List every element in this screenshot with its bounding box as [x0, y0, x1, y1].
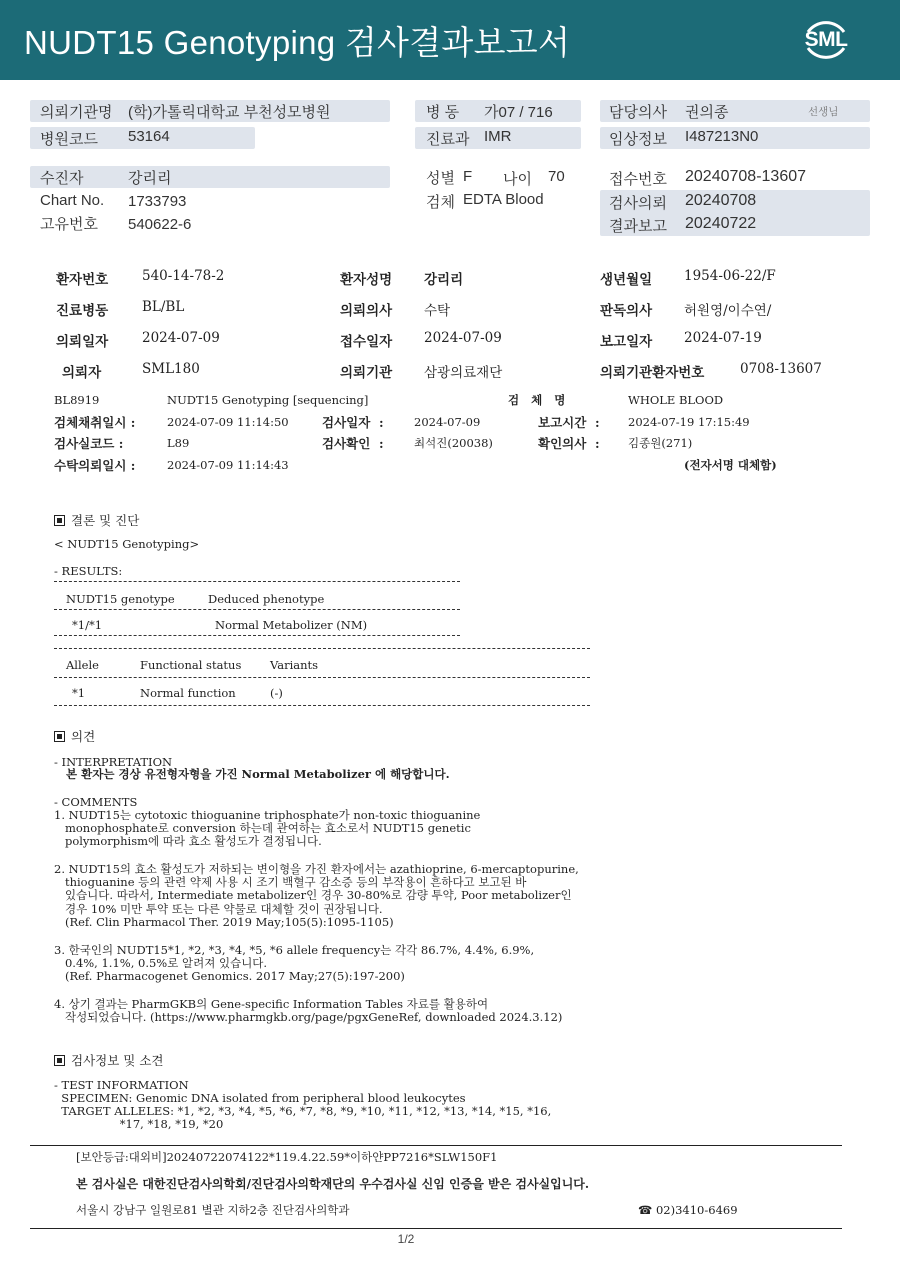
grid-value: 수탁	[424, 303, 451, 319]
table2-status-value: Normal function	[140, 686, 236, 700]
table1-header-phenotype: Deduced phenotype	[208, 592, 325, 606]
consign-label: 수탁의뢰일시 :	[54, 458, 136, 473]
report-value: 20240722	[685, 215, 757, 232]
dept-value: IMR	[484, 128, 512, 145]
table1-genotype-value: *1/*1	[72, 618, 103, 632]
opinion-section-title	[54, 727, 95, 745]
grid-value: 삼광의료재단	[424, 365, 503, 381]
specimen-name-value: WHOLE BLOOD	[628, 393, 724, 407]
checkbox-square-icon	[54, 731, 65, 742]
collect-label: 검체채취일시 :	[54, 415, 136, 430]
result-subtitle: < NUDT15 Genotyping>	[54, 537, 200, 551]
doctor-suffix: 선생님	[808, 106, 839, 118]
clinical-label: 임상정보	[609, 131, 667, 148]
table1-top-divider	[54, 581, 460, 582]
grid-value: 1954-06-22/F	[684, 268, 776, 284]
confirm-label: 검사확인 :	[322, 436, 384, 451]
test-date-value: 2024-07-09	[414, 415, 481, 429]
grid-label: 환자번호	[56, 272, 109, 288]
grid-value: 허원영/이수연/	[684, 303, 772, 319]
lab-code-value: L89	[167, 436, 190, 450]
table1-mid-divider	[54, 609, 460, 610]
hospital-label: 의뢰기관명	[40, 104, 113, 121]
receipt-value: 20240708-13607	[685, 168, 807, 185]
grid-value: BL/BL	[142, 299, 185, 315]
sml-logo	[800, 14, 852, 66]
test-name: NUDT15 Genotyping [sequencing]	[167, 393, 369, 407]
esign-note: (전자서명 대체함)	[684, 458, 777, 472]
table1-bottom-divider	[54, 635, 460, 636]
test-info-specimen: SPECIMEN: Genomic DNA isolated from peripheral blood leukocytes	[54, 1091, 466, 1105]
chart-value: 1733793	[128, 193, 187, 210]
age-value: 70	[548, 168, 565, 185]
test-info-alleles: TARGET ALLELES: *1, *2, *3, *4, *5, *6, *7, *8, *9, *10, *11, *12, *13, *14, *15, *16, *17, *18, *19, *20	[61, 1104, 552, 1132]
certification-line: 본 검사실은 대한진단검사의학회/진단검사의학재단의 우수검사실 신임 인증을 받은 검사실입니다.	[76, 1177, 590, 1191]
logo-text: SML	[804, 28, 848, 51]
age-label: 나이	[503, 171, 532, 188]
grid-label: 보고일자	[600, 334, 653, 350]
specimen-value: EDTA Blood	[463, 191, 544, 208]
test-date-label: 검사일자 :	[322, 415, 384, 430]
verifier-label: 확인의사 :	[538, 436, 600, 451]
opinion-section-label: 의견	[71, 729, 96, 744]
lab-code-label: 검사실코드 :	[54, 436, 124, 451]
specimen-name-label: 검 체 명	[508, 393, 566, 407]
verifier-value: 김종원(271)	[628, 436, 693, 450]
footer-divider	[30, 1145, 842, 1146]
confirm-value: 최석진(20038)	[414, 436, 493, 450]
interpretation-text: 본 환자는 경상 유전형자형을 가진 Normal Metabolizer 에 해당합니다.	[54, 767, 450, 781]
grid-label: 의뢰의사	[340, 303, 393, 319]
request-value: 20240708	[685, 192, 757, 209]
grid-value: 2024-07-19	[684, 330, 762, 346]
test-info-section-label: 검사정보 및 소견	[71, 1053, 164, 1068]
footer-bottom-divider	[30, 1228, 842, 1229]
grid-label: 의뢰기관환자번호	[600, 365, 705, 381]
doctor-value: 권의종	[685, 104, 729, 121]
table2-header-status: Functional status	[140, 658, 242, 672]
test-code: BL8919	[54, 393, 100, 407]
doctor-label: 담당의사	[609, 104, 667, 121]
request-label: 검사의뢰	[609, 195, 667, 212]
specimen-label: 검체	[426, 194, 455, 211]
patient-value: 강리리	[128, 170, 172, 187]
table2-header-variants: Variants	[270, 658, 319, 672]
report-time-value: 2024-07-19 17:15:49	[628, 415, 750, 429]
comment-3: 3. 한국인의 NUDT15*1, *2, *3, *4, *5, *6 allele frequency는 각각 86.7%, 4.4%, 6.9%, 0.4%, 1.1%, 0.5%로 알려져 있습니다. (Ref. Pharmacogenet Genomics. 2017 May;27(5):197-200)	[54, 943, 535, 984]
comment-1: 1. NUDT15는 cytotoxic thioguanine triphosphate가 non-toxic thioguanine monophosphate로 conversion 하는데 관여하는 효소로서 NUDT15 genetic polymorphism에 따라 효소 활성도가 결정됩니다.	[54, 808, 481, 849]
grid-value: SML180	[142, 361, 200, 377]
collect-value: 2024-07-09 11:14:50	[167, 415, 289, 429]
comment-4: 4. 상기 결과는 PharmGKB의 Gene-specific Information Tables 자료를 활용하여 작성되었습니다. (https://www.pharmgkb.org/page/pgxGeneRef, downloaded 2024.3.12)	[54, 997, 563, 1025]
comment-2: 2. NUDT15의 효소 활성도가 저하되는 변이형을 가진 환자에서는 azathioprine, 6-mercaptopurine, thioguanine 등의 관련 약제 사용 시 조기 백혈구 감소증 등의 부작용이 흔하다고 보고된 바 있습니다. 따라서, Intermediate metabolizer인 경우 30-80%로 감량 투약, Poor metabolizer인 경우 10% 미만 투약 또는 다른 약물로 대체할 것이 권장됩니다. (Ref. Clin Pharmacol Ther. 2019 May;105(5):1095-1105)	[54, 862, 579, 929]
table2-bottom-divider	[54, 705, 590, 706]
grid-label: 생년월일	[600, 272, 653, 288]
grid-label: 진료병동	[56, 303, 109, 319]
dept-label: 진료과	[426, 131, 470, 148]
table2-allele-value: *1	[72, 686, 86, 700]
sex-label: 성별	[426, 170, 455, 187]
grid-value: 540-14-78-2	[142, 268, 225, 284]
receipt-label: 접수번호	[609, 171, 667, 188]
grid-label: 판독의사	[600, 303, 653, 319]
test-info-head: - TEST INFORMATION	[54, 1078, 189, 1092]
report-title: NUDT15 Genotyping 검사결과보고서	[24, 24, 571, 61]
report-label: 결과보고	[609, 218, 667, 235]
report-time-label: 보고시간 :	[538, 415, 600, 430]
grid-value: 강리리	[424, 272, 464, 288]
grid-label: 의뢰기관	[340, 365, 393, 381]
id-label: 고유번호	[40, 216, 98, 233]
result-section-label: 결론 및 진단	[71, 513, 140, 528]
patient-bar	[30, 166, 390, 188]
grid-value: 0708-13607	[740, 361, 822, 377]
ward-value: 가07 / 716	[484, 104, 553, 121]
security-line: [보안등급:대외비]20240722074122*119.4.22.59*이하얀PP7216*SLW150F1	[76, 1150, 498, 1164]
table2-top-divider	[54, 648, 590, 649]
table2-header-allele: Allele	[66, 658, 99, 672]
grid-label: 의뢰일자	[56, 334, 109, 350]
id-value: 540622-6	[128, 216, 192, 233]
chart-label: Chart No.	[40, 192, 105, 209]
report-header	[0, 0, 900, 80]
code-value: 53164	[128, 128, 170, 145]
table2-mid-divider	[54, 677, 590, 678]
interpretation-head: - INTERPRETATION	[54, 755, 173, 769]
ward-label: 병 동	[426, 104, 460, 121]
consign-value: 2024-07-09 11:14:43	[167, 458, 289, 472]
comments-head: - COMMENTS	[54, 795, 138, 809]
results-label: - RESULTS:	[54, 564, 123, 578]
checkbox-square-icon	[54, 515, 65, 526]
grid-label: 접수일자	[340, 334, 393, 350]
hospital-value: (학)가톨릭대학교 부천성모병원	[128, 104, 331, 121]
page-number: 1/2	[397, 1232, 415, 1246]
code-label: 병원코드	[40, 131, 98, 148]
clinical-value: I487213N0	[685, 128, 759, 145]
result-section-title	[54, 511, 139, 529]
grid-label: 환자성명	[340, 272, 393, 288]
grid-value: 2024-07-09	[424, 330, 502, 346]
grid-label: 의뢰자	[62, 365, 102, 381]
sex-value: F	[463, 168, 473, 185]
table1-header-genotype: NUDT15 genotype	[66, 592, 175, 606]
grid-value: 2024-07-09	[142, 330, 220, 346]
table2-variants-value: (-)	[270, 686, 283, 700]
table1-phenotype-value: Normal Metabolizer (NM)	[215, 618, 368, 632]
patient-label: 수진자	[40, 170, 84, 187]
phone-line: ☎ 02)3410-6469	[638, 1203, 738, 1217]
checkbox-square-icon	[54, 1055, 65, 1066]
address-line: 서울시 강남구 일원로81 별관 지하2층 진단검사의학과	[76, 1203, 350, 1217]
test-info-section-title	[54, 1051, 163, 1069]
